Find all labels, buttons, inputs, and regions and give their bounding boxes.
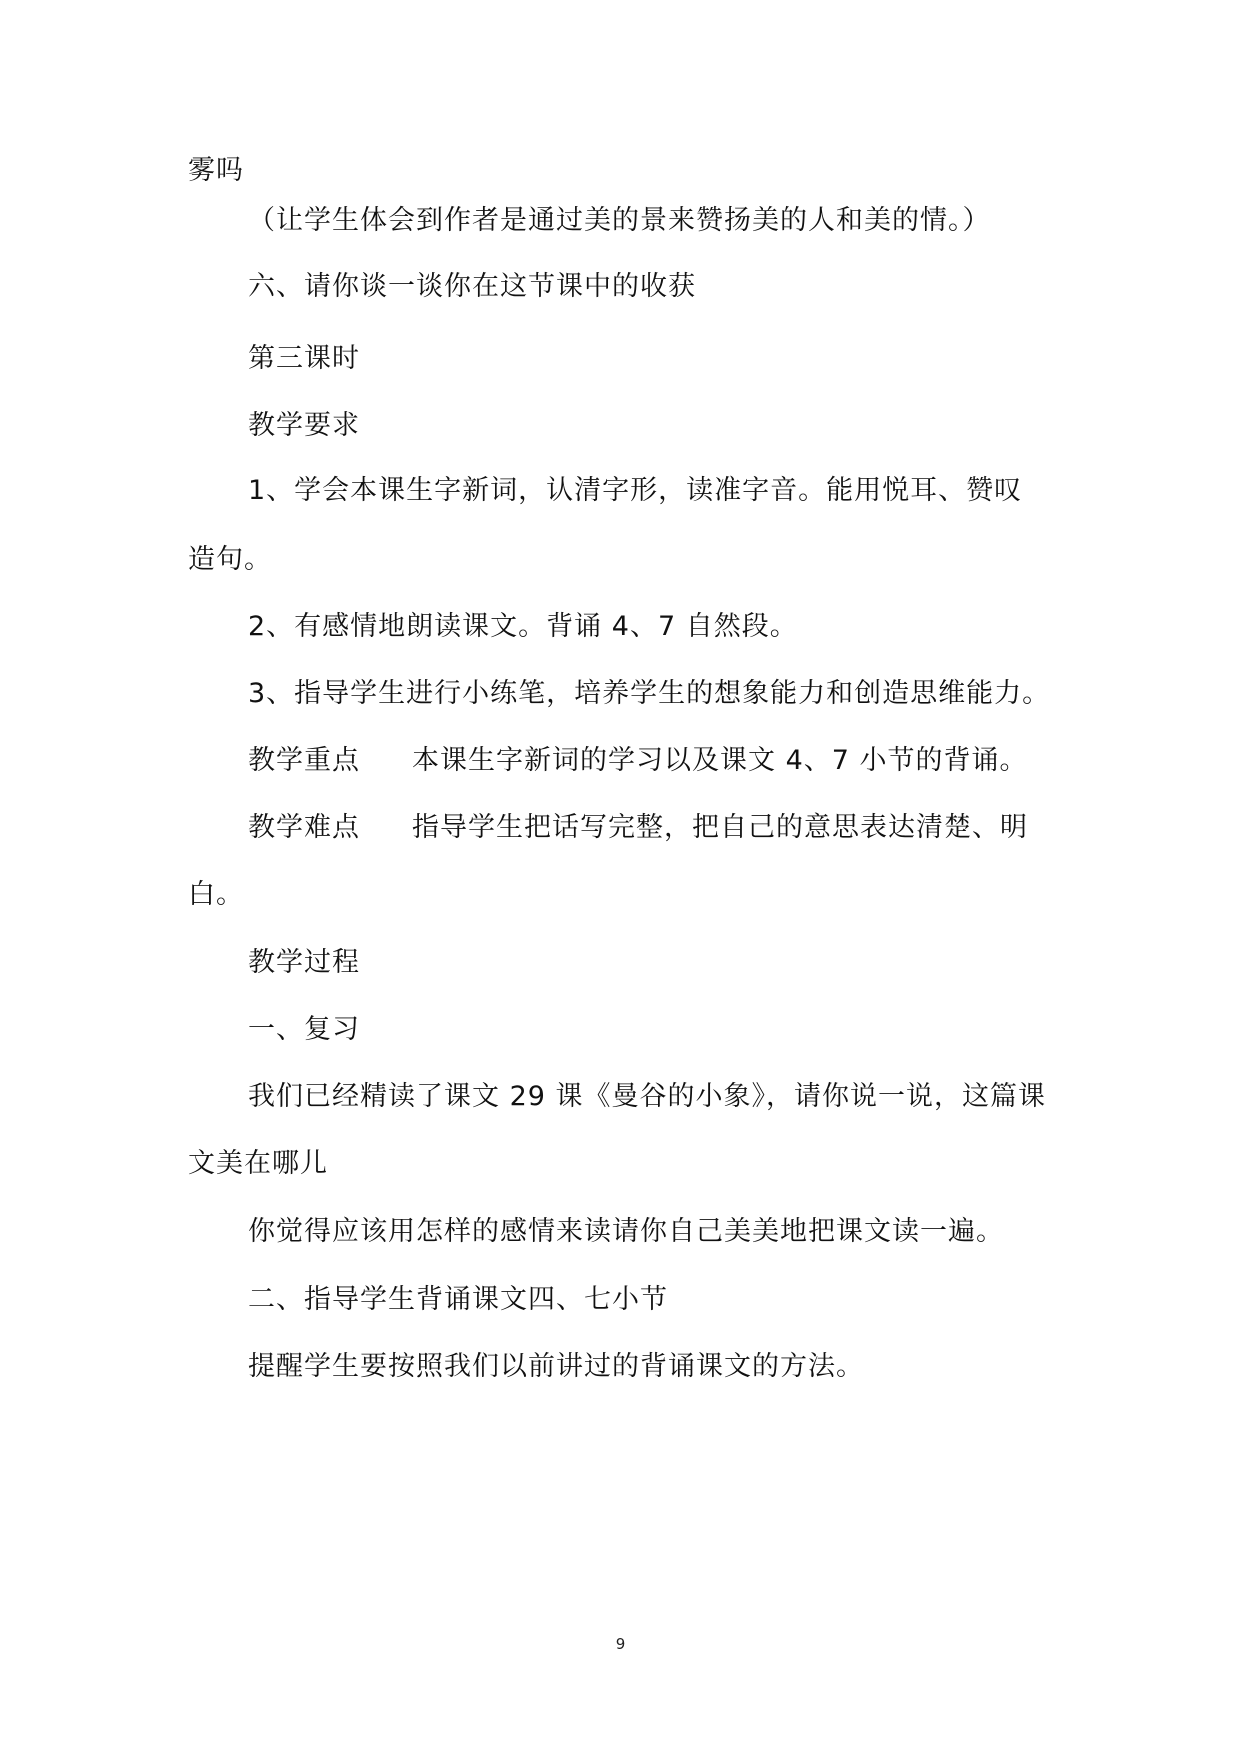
text-line: 造句。 [188,544,272,575]
difficulty-row [248,810,1028,846]
text-line: 白。 [188,879,244,910]
key-point-text: 本课生字新词的学习以及课文 4、7 小节的背诵。 [412,745,1028,776]
section-heading: 教学过程 [248,947,360,978]
text-line: 我们已经精读了课文 29 课《曼谷的小象》，请你说一说，这篇课 [248,1081,1047,1112]
section-heading: 一、复习 [248,1014,360,1045]
difficulty-label: 教学难点 [248,812,360,843]
section-heading: 六、请你谈一谈你在这节课中的收获 [248,271,696,302]
text-line: 2、有感情地朗读课文。背诵 4、7 自然段。 [248,611,798,642]
text-line: 雾吗 [188,155,244,186]
text-line: 文美在哪儿 [188,1148,328,1179]
section-heading: 教学要求 [248,410,360,441]
page-number: 9 [615,1635,626,1653]
text-line: 1、学会本课生字新词，认清字形，读准字音。能用悦耳、赞叹 [248,475,1023,506]
text-line: 提醒学生要按照我们以前讲过的背诵课文的方法。 [248,1351,864,1382]
key-point-row [248,743,1028,779]
difficulty-text: 指导学生把话写完整，把自己的意思表达清楚、明 [412,812,1028,843]
section-heading: 第三课时 [248,343,360,374]
text-line: 你觉得应该用怎样的感情来读请你自己美美地把课文读一遍。 [248,1216,1004,1247]
section-heading: 二、指导学生背诵课文四、七小节 [248,1284,668,1315]
key-point-label: 教学重点 [248,745,360,776]
text-line: 3、指导学生进行小练笔，培养学生的想象能力和创造思维能力。 [248,678,1051,709]
text-line: （让学生体会到作者是通过美的景来赞扬美的人和美的情。） [248,205,991,236]
